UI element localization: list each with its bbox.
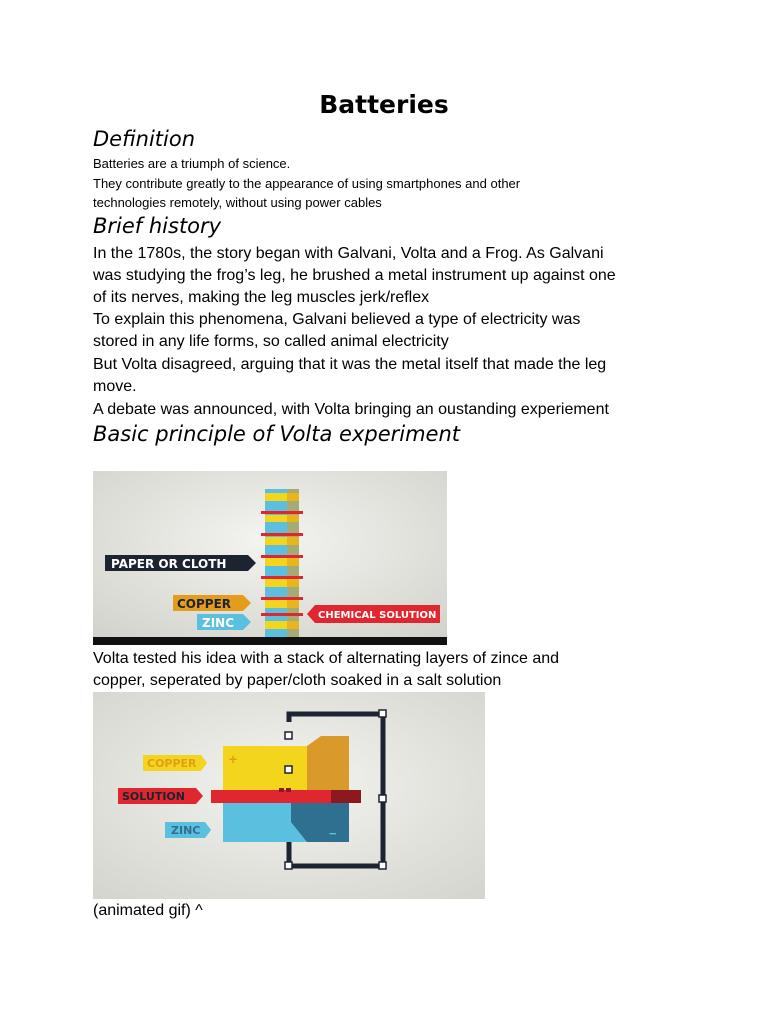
caption-line-2: copper, seperated by paper/cloth soaked in a salt solution <box>93 672 502 689</box>
gif-note: (animated gif) ^ <box>93 902 203 919</box>
solution-label: CHEMICAL SOLUTION <box>318 610 437 621</box>
history-line-1: In the 1780s, the story began with Galvani, Volta and a Frog. As Galvani <box>93 245 604 262</box>
pile-stack <box>261 489 303 637</box>
zinc-label: ZINC <box>202 616 235 630</box>
copper-side <box>307 736 349 790</box>
terminal-connector <box>285 766 292 773</box>
caption-line-1: Volta tested his idea with a stack of alternating layers of zince and <box>93 650 560 667</box>
history-line-4: To explain this phenomena, Galvani believed a type of electricity was <box>93 311 581 328</box>
solution-mark <box>286 788 291 792</box>
copper-label: COPPER <box>177 597 232 611</box>
definition-line-2: They contribute greatly to the appearance of using smartphones and other <box>93 176 521 191</box>
zinc-label: ZINC <box>171 824 201 837</box>
history-line-7: move. <box>93 378 137 395</box>
history-line-2: was studying the frog’s leg, he brushed a metal instrument up against one <box>93 267 616 284</box>
voltaic-pile-figure <box>93 471 447 645</box>
history-line-3: of its nerves, making the leg muscles jerk/reflex <box>93 289 430 306</box>
principle-heading: Basic principle of Volta experiment <box>93 422 461 446</box>
definition-heading: Definition <box>93 127 196 151</box>
solution-label: SOLUTION <box>122 790 185 803</box>
plus-icon: + <box>229 751 238 767</box>
figure-bottom-bar <box>93 637 447 645</box>
minus-icon: − <box>329 826 337 841</box>
history-heading: Brief history <box>93 214 222 238</box>
battery-circuit-figure <box>93 692 485 899</box>
page-title: Batteries <box>319 90 449 119</box>
history-line-8: A debate was announced, with Volta bringing an oustanding experiement <box>93 401 609 418</box>
copper-label: COPPER <box>147 757 197 770</box>
solution-side <box>331 790 361 803</box>
definition-line-3: technologies remotely, without using power cables <box>93 195 382 210</box>
paper-label: PAPER OR CLOTH <box>111 557 227 571</box>
definition-line-1: Batteries are a triumph of science. <box>93 156 291 171</box>
solution-mark <box>279 788 284 792</box>
history-line-5: stored in any life forms, so called animal electricity <box>93 333 449 350</box>
history-line-6: But Volta disagreed, arguing that it was the metal itself that made the leg <box>93 356 607 373</box>
